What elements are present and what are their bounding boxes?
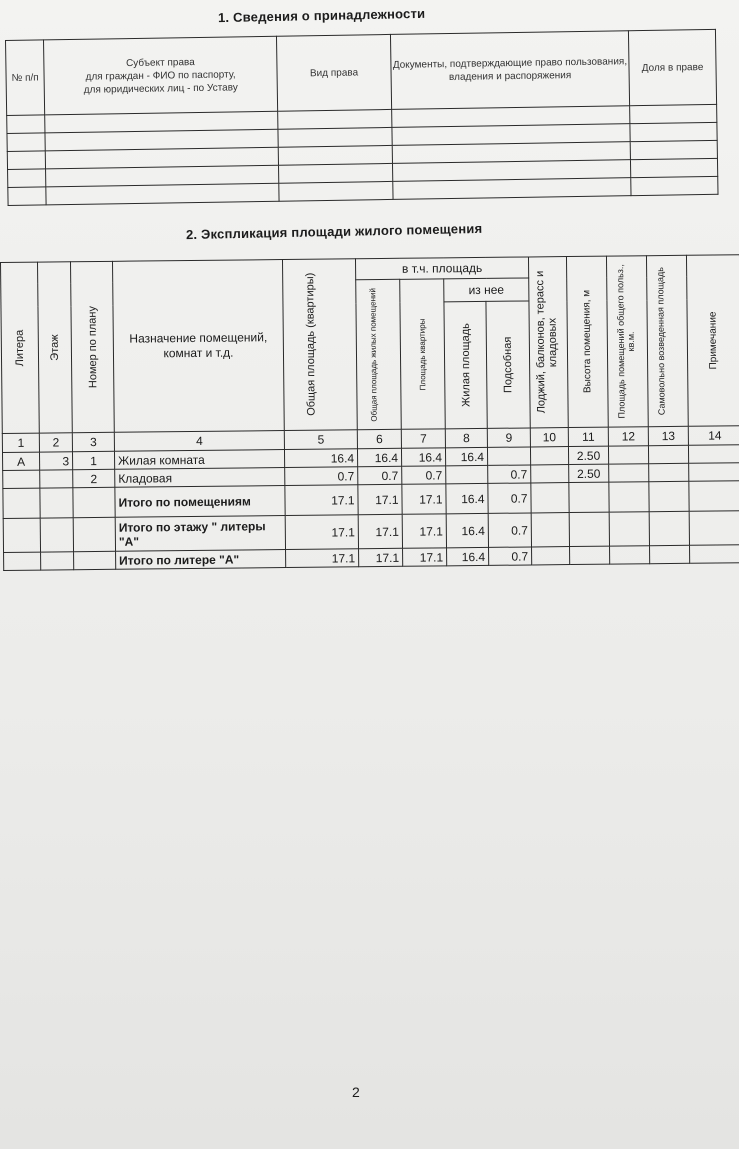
ownership-header-row xyxy=(6,29,717,115)
header-subject-line1: Субъект права xyxy=(125,56,195,69)
header-documents: Документы, подтверждающие право пользования, владения и распоряжения xyxy=(390,31,629,110)
header-of-which: из нее xyxy=(444,278,529,302)
table-row: А 3 1 Жилая комната 16.4 16.4 16.4 16.4 2.50 xyxy=(2,445,739,471)
header-living-area: Жилая площадь xyxy=(444,301,487,428)
total-row: Итого по помещениям 17.1 17.1 17.1 16.4 0.7 xyxy=(3,481,739,519)
header-note: Примечание xyxy=(686,255,739,427)
header-height: Высота помещения, м xyxy=(566,256,608,427)
header-total-living-premises: Общая площадь жилых помещений xyxy=(356,279,402,429)
header-purpose: Назначение помещений, комнат и т.д. xyxy=(112,260,284,433)
table-row: 2 Кладовая 0.7 0.7 0.7 0.7 2.50 xyxy=(3,463,739,489)
explication-table xyxy=(0,254,739,571)
header-plan-no: Номер по плану xyxy=(71,261,115,432)
header-loggias: Лоджий, балконов, терасс и кладовых xyxy=(528,257,568,428)
header-floor: Этаж xyxy=(38,262,73,433)
header-apartment-area: Площадь квартиры xyxy=(400,279,446,429)
header-common-area: Площадь помещений общего польз., кв.м. xyxy=(606,256,648,427)
header-incl-area: в т.ч. площадь xyxy=(355,257,528,280)
section2-title: 2. Экспликация площади жилого помещения xyxy=(185,220,483,243)
header-subject-line3: для юридических лиц - по Уставу xyxy=(83,81,238,96)
column-number-row: 1 2 3 4 5 6 7 8 9 10 11 12 13 14 xyxy=(2,426,739,453)
header-litera: Литера xyxy=(1,262,40,433)
header-subject xyxy=(44,36,278,115)
total-row: Итого по этажу " литеры "А" 17.1 17.1 17.1 16.4 0.7 xyxy=(3,511,739,553)
ownership-table xyxy=(5,29,719,206)
header-subject-line2: для граждан - ФИО по паспорту, xyxy=(85,68,236,83)
page-number: 2 xyxy=(352,1084,360,1100)
section1-title: 1. Сведения о принадлежности xyxy=(217,5,426,26)
header-auxiliary: Подсобная xyxy=(486,301,530,428)
total-row: Итого по литере "А" 17.1 17.1 17.1 16.4 0.7 xyxy=(4,545,739,571)
header-num: № п/п xyxy=(6,40,45,116)
header-total-area: Общая площадь (квартиры) xyxy=(282,259,357,431)
header-unauthorized: Самовольно возведенная площадь xyxy=(646,255,688,426)
header-right-type: Вид права xyxy=(276,34,391,111)
header-share: Доля в праве xyxy=(628,29,716,105)
